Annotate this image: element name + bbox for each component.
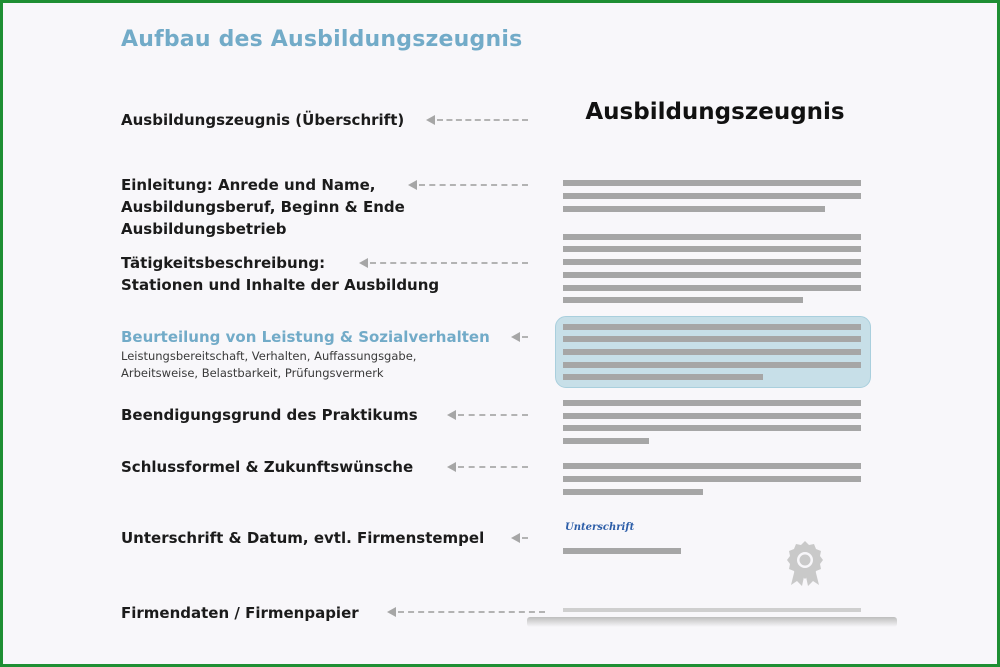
document-text-line [563, 438, 649, 444]
document-text-line [563, 324, 861, 330]
document-text-line [563, 349, 861, 355]
arrow-assessment [511, 332, 528, 342]
document-text-line [563, 259, 861, 265]
arrow-head-icon [447, 410, 456, 420]
label-heading: Ausbildungszeugnis (Überschrift) [121, 111, 405, 129]
document-text-line [563, 400, 861, 406]
label-activities-line-1: Tätigkeitsbeschreibung: [121, 254, 326, 272]
document-text-line [563, 180, 861, 186]
document-text-line [563, 374, 763, 380]
arrow-activities [359, 258, 528, 268]
document-text-line [563, 362, 861, 368]
document-text-line [563, 297, 803, 303]
document-text-line [563, 285, 861, 291]
arrow-head-icon [387, 607, 396, 617]
arrow-head-icon [511, 533, 520, 543]
certificate-seal-icon [783, 539, 827, 587]
document-text-line [563, 234, 861, 240]
arrow-head-icon [359, 258, 368, 268]
label-assessment: Beurteilung von Leistung & Sozialverhalten [121, 328, 490, 346]
arrow-head-icon [408, 180, 417, 190]
arrow-closing [447, 462, 528, 472]
label-intro-line-1: Einleitung: Anrede und Name, [121, 176, 376, 194]
label-termination: Beendigungsgrund des Praktikums [121, 406, 418, 424]
document-text-line [563, 476, 861, 482]
arrow-head-icon [447, 462, 456, 472]
arrow-company-data [387, 607, 545, 617]
footer-line [563, 608, 861, 612]
document-text-line [563, 336, 861, 342]
diagram-title: Aufbau des Ausbildungszeugnis [121, 27, 523, 52]
label-assessment-detail-1: Leistungsbereitschaft, Verhalten, Auffassungsgabe, [121, 349, 417, 363]
arrow-head-icon [426, 115, 435, 125]
label-closing: Schlussformel & Zukunftswünsche [121, 458, 414, 476]
label-signature: Unterschrift & Datum, evtl. Firmenstempel [121, 529, 485, 547]
document-heading: Ausbildungszeugnis [585, 99, 845, 125]
document-text-line [563, 193, 861, 199]
label-intro-line-2: Ausbildungsberuf, Beginn & Ende [121, 198, 405, 216]
document-text-line [563, 272, 861, 278]
arrow-termination [447, 410, 528, 420]
document-text-line [563, 548, 681, 554]
document-shadow [527, 617, 897, 627]
label-company-data: Firmendaten / Firmenpapier [121, 604, 359, 622]
document-text-line [563, 413, 861, 419]
document-text-line [563, 463, 861, 469]
label-intro-line-3: Ausbildungsbetrieb [121, 220, 287, 238]
label-activities-line-2: Stationen und Inhalte der Ausbildung [121, 276, 440, 294]
arrow-signature [511, 533, 528, 543]
arrow-heading [426, 115, 528, 125]
document-text-line [563, 425, 861, 431]
document-text-line [563, 246, 861, 252]
document-text-line [563, 489, 703, 495]
label-assessment-detail-2: Arbeitsweise, Belastbarkeit, Prüfungsvermerk [121, 366, 384, 380]
signature-text: Unterschrift [565, 522, 635, 533]
arrow-intro [408, 180, 528, 190]
document-text-line [563, 206, 825, 212]
arrow-head-icon [511, 332, 520, 342]
